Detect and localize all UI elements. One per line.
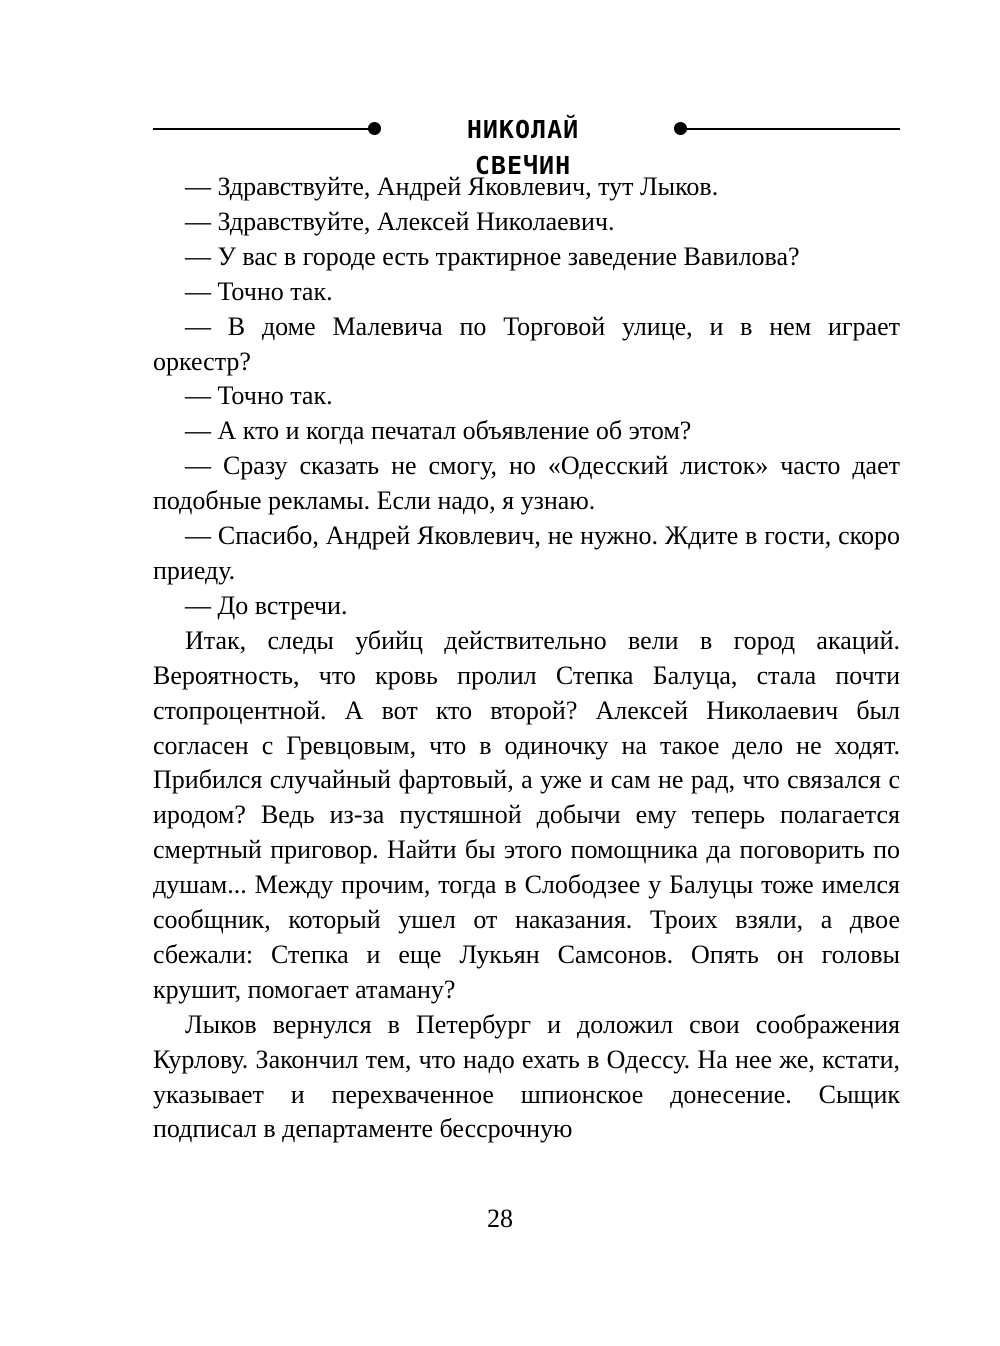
paragraph: — Здравствуйте, Алексей Николаевич. [185, 206, 615, 236]
running-title: НИКОЛАЙ СВЕЧИН [466, 115, 580, 180]
paragraph: — В доме Малевича по Торговой улице, и в нем играет оркестр? [153, 311, 900, 376]
paragraph: — До встречи. [185, 590, 348, 620]
paragraph: Итак, следы убийц действительно вели в город акаций. Вероятность, что кровь пролил Степка Балуца, стала почти стопроцентной. А вот кто второй? Алексей Николаевич был согласен с Гревцовым, что в одиночку на такое дело не ходят. Прибился случайный фартовый, а уже и сам не рад, что связался с иродом? Ведь из-за пустяшной добычи ему теперь полагается смертный приговор. Найти бы этого помощника да поговорить по душам... Между прочим, тогда в Слободзее у Балуцы тоже имелся сообщник, который ушел от наказания. Троих взяли, а двое сбежали: Степка и еще Лукьян Самсонов. Опять он головы крушит, помогает атаману? [153, 625, 900, 1004]
paragraph: — Здравствуйте, Андрей Яковлевич, тут Лыков. [185, 172, 719, 201]
paragraph: — Сразу сказать не смогу, но «Одесский листок» часто дает подобные рекламы. Если надо, я узнаю. [153, 451, 900, 516]
paragraph: Лыков вернулся в Петербург и доложил свои соображения Курлову. Закончил тем, что надо ехать в Одессу. На нее же, кстати, указывает и перехваченное шпионское донесение. Сыщик подписал в департаменте бессрочную [153, 1009, 900, 1144]
header-dot-left [368, 122, 381, 135]
paragraph: — Спасибо, Андрей Яковлевич, не нужно. Ждите в гости, скоро приеду. [153, 521, 900, 585]
paragraph: — Точно так. [185, 381, 333, 411]
paragraph: — А кто и когда печатал объявление об этом? [185, 416, 692, 446]
body-text [153, 170, 900, 1147]
running-header [153, 112, 900, 180]
paragraph: — Точно так. [185, 276, 333, 306]
header-rule-right [681, 128, 900, 130]
paragraph: — У вас в городе есть трактирное заведение Вавилова? [185, 241, 800, 271]
header-rule-left [153, 128, 369, 130]
page-number: 28 [487, 1204, 513, 1233]
